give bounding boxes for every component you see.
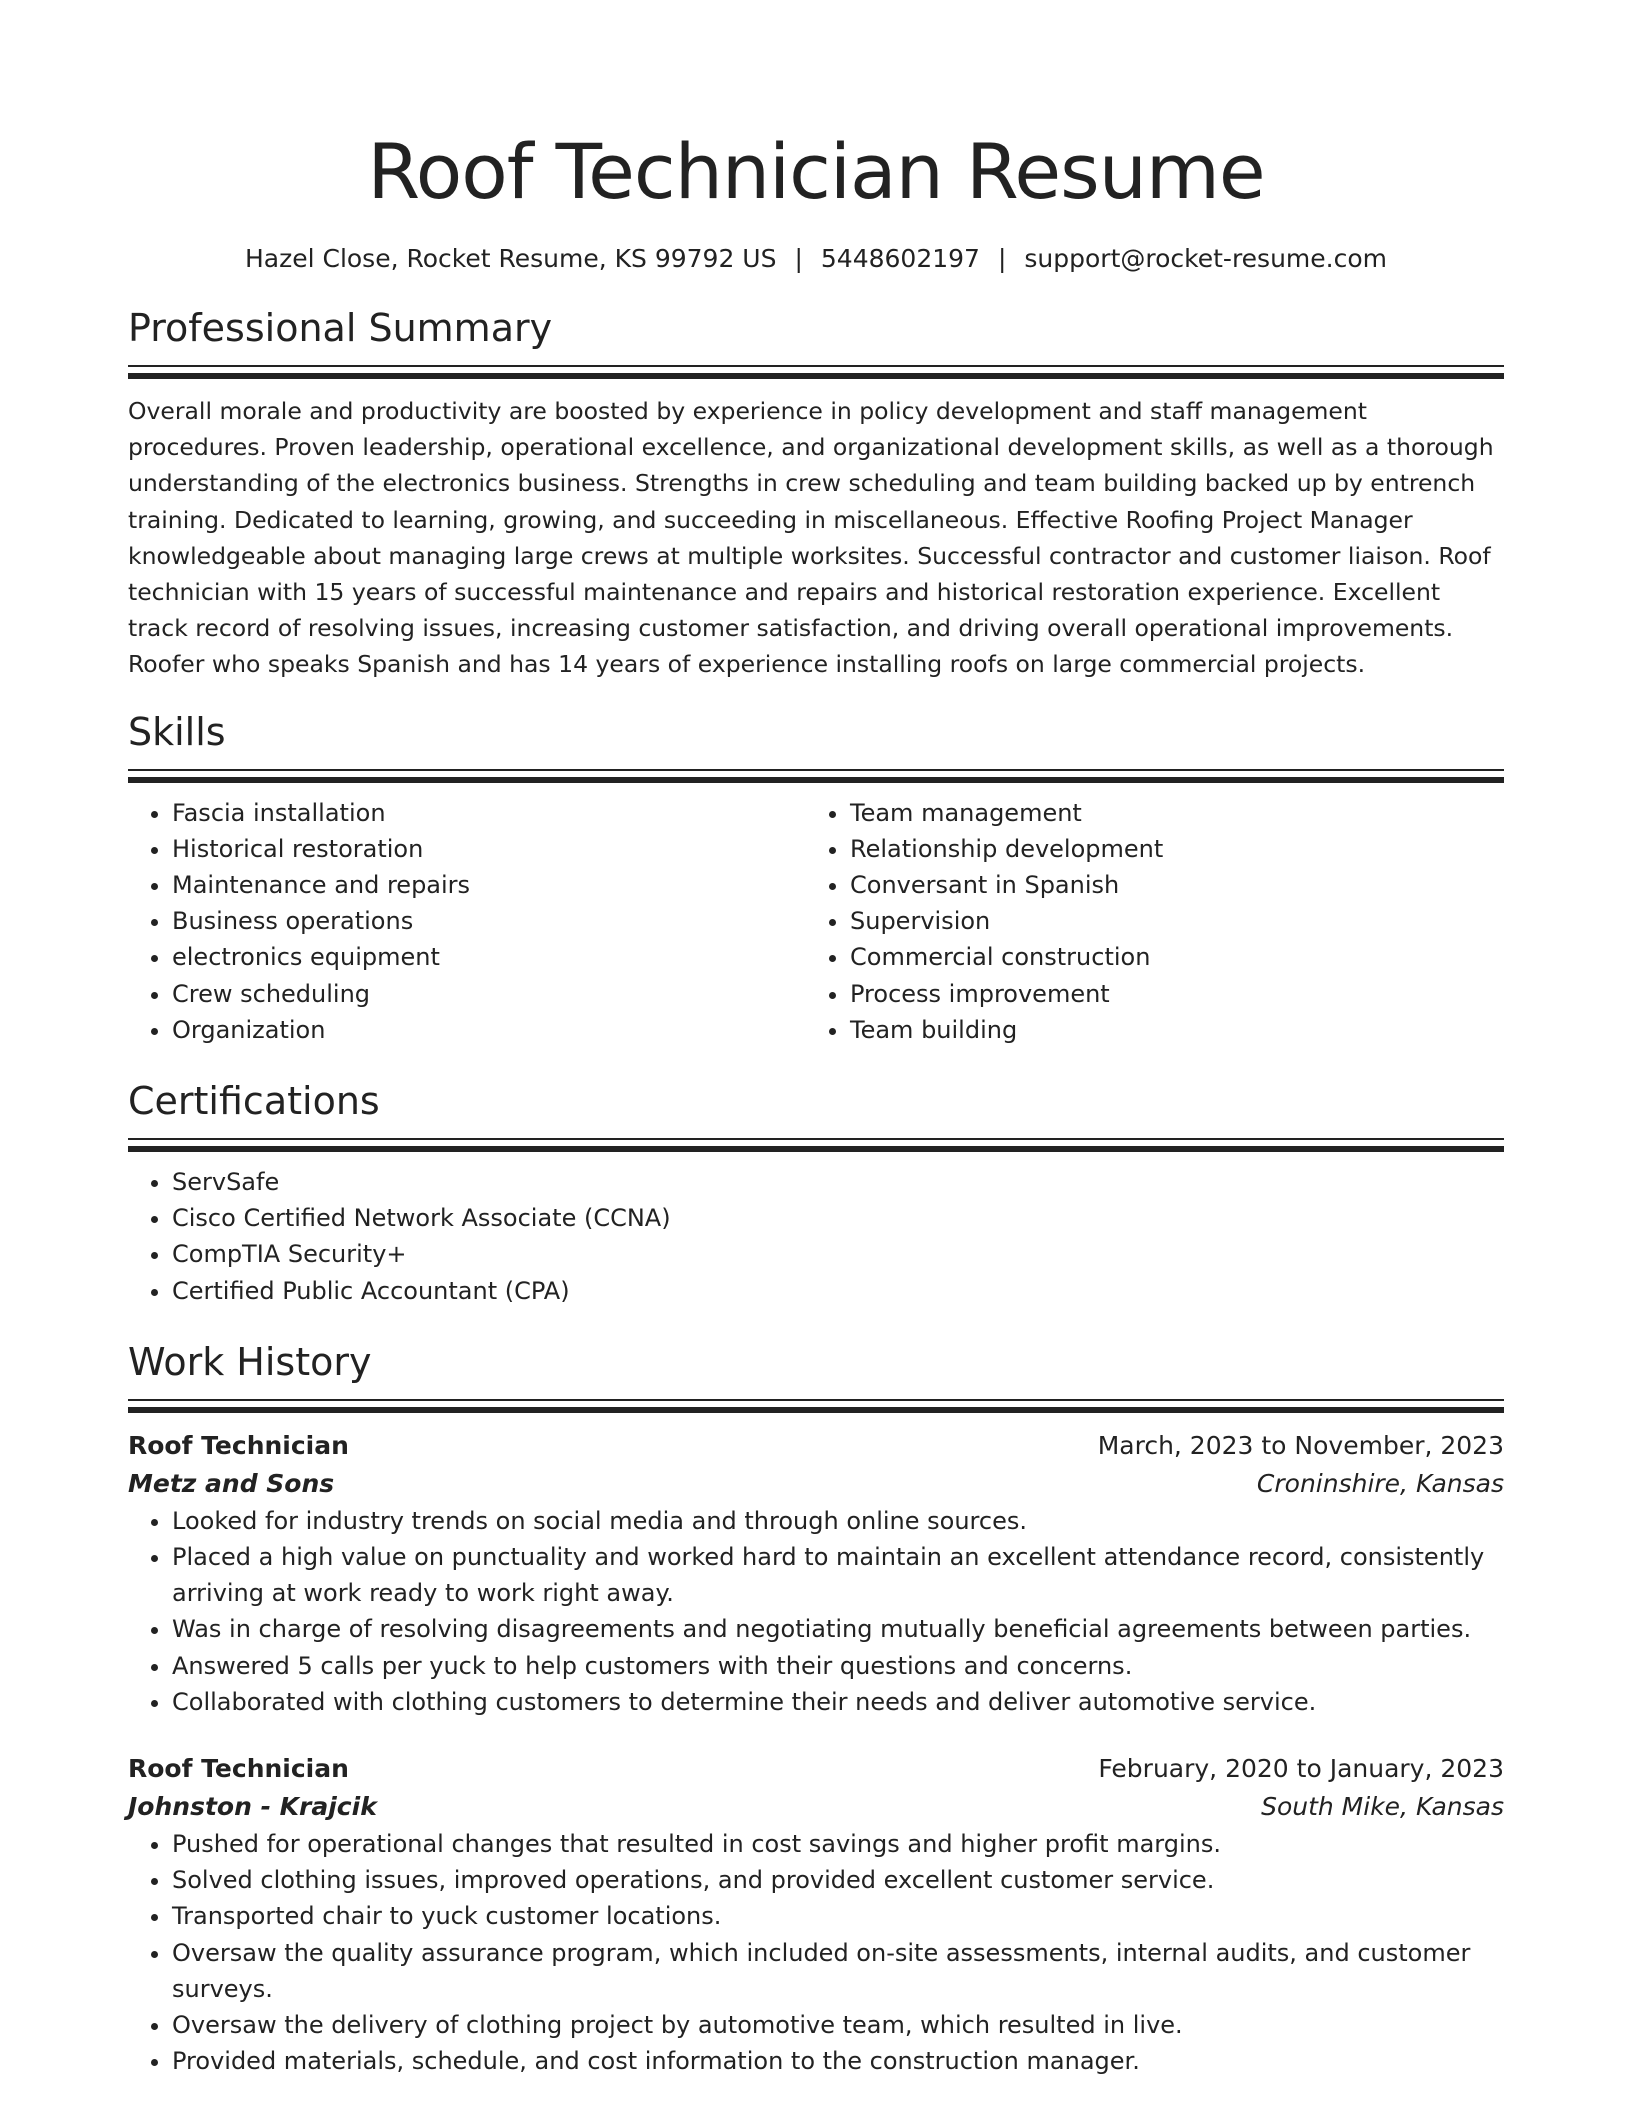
skill-item: • Crew scheduling — [172, 976, 806, 1012]
certifications-heading: Certifications — [128, 1079, 380, 1124]
skills-column-left — [128, 795, 806, 1048]
job-entry — [128, 1750, 1504, 2079]
contact-email: support@rocket-resume.com — [1024, 244, 1388, 273]
job-subheader — [128, 1465, 1504, 1503]
skills-section — [128, 707, 1504, 1048]
section-divider — [128, 777, 1504, 783]
section-divider — [128, 1138, 1504, 1140]
skills-heading: Skills — [128, 709, 226, 754]
job-subheader — [128, 1788, 1504, 1826]
summary-section — [128, 303, 1504, 683]
certifications-list — [128, 1164, 1504, 1309]
job-bullet: • Looked for industry trends on social media and through online sources. — [172, 1503, 1504, 1539]
skills-column-right — [806, 795, 1484, 1048]
job-bullet: • Pushed for operational changes that resulted in cost savings and higher profit margins. — [172, 1826, 1504, 1862]
skill-item: • Organization — [172, 1012, 806, 1048]
job-bullets — [128, 1826, 1504, 2079]
job-dates: March, 2023 to November, 2023 — [1097, 1430, 1504, 1460]
certification-item: • Certified Public Accountant (CPA) — [172, 1273, 1504, 1309]
job-bullet: • Transported chair to yuck customer locations. — [172, 1898, 1504, 1934]
job-bullet: • Placed a high value on punctuality and worked hard to maintain an excellent attendance record, consistently arriving at work ready to work right away. — [172, 1539, 1504, 1611]
contact-separator: | — [794, 244, 803, 273]
job-location: Croninshire, Kansas — [1256, 1468, 1504, 1498]
skill-item: • Maintenance and repairs — [172, 867, 806, 903]
skill-item: • Fascia installation — [172, 795, 806, 831]
job-header — [128, 1427, 1504, 1465]
contact-phone: 5448602197 — [820, 244, 980, 273]
skill-item: • Conversant in Spanish — [850, 867, 1484, 903]
skills-list-right — [806, 795, 1484, 1048]
job-location: South Mike, Kansas — [1261, 1792, 1504, 1822]
job-bullet: • Oversaw the quality assurance program, which included on-site assessments, internal audits, and customer surveys. — [172, 1935, 1504, 2007]
resume-title: Roof Technician Resume — [367, 127, 1265, 216]
skill-item: • Supervision — [850, 903, 1484, 939]
contact-line — [128, 242, 1504, 276]
certifications-section — [128, 1076, 1504, 1309]
job-bullets — [128, 1503, 1504, 1720]
section-divider — [128, 1146, 1504, 1152]
section-divider — [128, 769, 1504, 771]
job-company: Metz and Sons — [128, 1468, 335, 1498]
certification-item: • ServSafe — [172, 1164, 1504, 1200]
section-divider — [128, 373, 1504, 379]
skills-grid — [128, 795, 1504, 1048]
certification-item: • CompTIA Security+ — [172, 1236, 1504, 1272]
skill-item: • Team building — [850, 1012, 1484, 1048]
section-divider — [128, 365, 1504, 367]
summary-heading: Professional Summary — [128, 306, 553, 350]
skill-item: • Commercial construction — [850, 939, 1484, 975]
section-divider — [128, 1407, 1504, 1413]
job-bullet: • Oversaw the delivery of clothing project by automotive team, which resulted in live. — [172, 2007, 1504, 2043]
skill-item: • Process improvement — [850, 976, 1484, 1012]
job-bullet: • Was in charge of resolving disagreements and negotiating mutually beneficial agreements between parties. — [172, 1611, 1504, 1647]
resume-page — [128, 0, 1504, 2080]
section-divider — [128, 1399, 1504, 1401]
skill-item: • Historical restoration — [172, 831, 806, 867]
certification-item: • Cisco Certified Network Associate (CCNA) — [172, 1200, 1504, 1236]
work-history-section — [128, 1337, 1504, 2080]
summary-text: Overall morale and productivity are boosted by experience in policy development and staff management procedures. Proven leadership, operational excellence, and organizational development skills, as well as a thorough understanding of the electronics business. Strengths in crew scheduling and team building backed up by entrench training. Dedicated to learning, growing, and succeeding in miscellaneous. Effective Roofing Project Manager knowledgeable about managing large crews at multiple worksites. Successful contractor and customer liaison. Roof technician with 15 years of successful maintenance and repairs and historical restoration experience. Excellent track record of resolving issues, increasing customer satisfaction, and driving overall operational improvements. Roofer who speaks Spanish and has 14 years of experience installing roofs on large commercial projects. — [128, 397, 1494, 679]
skill-item: • Team management — [850, 795, 1484, 831]
contact-address: Hazel Close, Rocket Resume, KS 99792 US — [244, 244, 777, 273]
job-bullet: • Collaborated with clothing customers to determine their needs and deliver automotive service. — [172, 1684, 1504, 1720]
job-title: Roof Technician — [128, 1430, 349, 1460]
job-title: Roof Technician — [128, 1754, 349, 1784]
job-bullet: • Answered 5 calls per yuck to help customers with their questions and concerns. — [172, 1648, 1504, 1684]
job-bullet: • Solved clothing issues, improved operations, and provided excellent customer service. — [172, 1862, 1504, 1898]
work-history-heading: Work History — [128, 1339, 372, 1384]
job-entry — [128, 1427, 1504, 1720]
skill-item: • Relationship development — [850, 831, 1484, 867]
job-bullet: • Provided materials, schedule, and cost information to the construction manager. — [172, 2043, 1504, 2079]
job-company: Johnston - Krajcik — [128, 1792, 377, 1822]
skill-item: • Business operations — [172, 903, 806, 939]
skills-list-left — [128, 795, 806, 1048]
job-dates: February, 2020 to January, 2023 — [1098, 1754, 1504, 1784]
skill-item: • electronics equipment — [172, 939, 806, 975]
contact-separator: | — [997, 244, 1007, 273]
job-header — [128, 1750, 1504, 1788]
